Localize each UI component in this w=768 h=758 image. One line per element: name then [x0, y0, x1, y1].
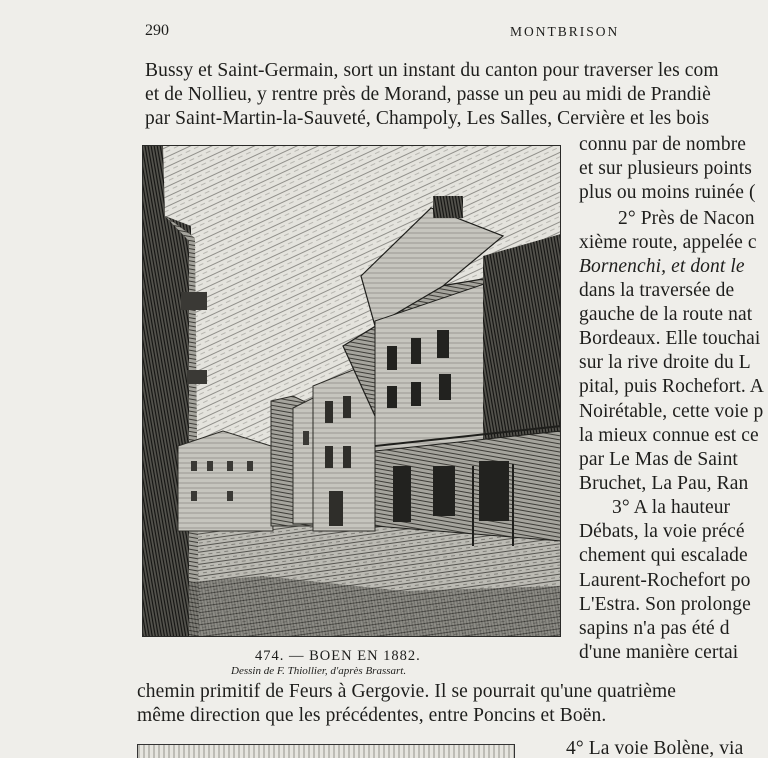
body-line: plus ou moins ruinée ( [579, 182, 756, 203]
body-line: connu par de nombre [579, 134, 747, 155]
figure-credit: Dessin de F. Thiollier, d'après Brassart. [231, 665, 407, 677]
body-line: Bornenchi, et dont le [579, 256, 745, 277]
body-line: Bruchet, La Pau, Ran [579, 473, 749, 494]
body-line: 3° A la hauteur [612, 497, 731, 518]
body-line: xième route, appelée c [579, 232, 757, 253]
body-line: Bordeaux. Elle touchai [579, 328, 761, 349]
body-line: sur la rive droite du L [579, 352, 751, 373]
body-line: même direction que les précédentes, entre Poncins et Boën. [137, 705, 607, 726]
body-line: chement qui escalade [579, 545, 748, 566]
body-line: et sur plusieurs points [579, 158, 752, 179]
engraving-illustration [142, 145, 561, 637]
body-line: Laurent-Rochefort po [579, 570, 751, 591]
page-number: 290 [145, 22, 169, 39]
body-line: pital, puis Rochefort. A [579, 376, 764, 397]
body-line: 2° Près de Nacon [618, 208, 755, 229]
body-line: L'Estra. Son prolonge [579, 594, 751, 615]
next-illustration-edge [137, 744, 515, 758]
body-line: 4° La voie Bolène, via [566, 738, 744, 758]
body-line: chemin primitif de Feurs à Gergovie. Il se pourrait qu'une quatrième [137, 681, 677, 702]
street-scene-drawing [143, 146, 560, 636]
body-line: par Le Mas de Saint [579, 449, 738, 470]
body-line: et de Nollieu, y rentre près de Morand, passe un peu au midi de Prandiè [145, 84, 711, 105]
body-line: Bussy et Saint-Germain, sort un instant du canton pour traverser les com [145, 60, 719, 81]
body-line: par Saint-Martin-la-Sauveté, Champoly, Les Salles, Cervière et les bois [145, 108, 710, 129]
body-line: Débats, la voie précé [579, 521, 745, 542]
body-line: la mieux connue est ce [579, 425, 759, 446]
running-title: MONTBRISON [510, 24, 620, 39]
body-line: gauche de la route nat [579, 304, 753, 325]
body-line: Noirétable, cette voie p [579, 401, 764, 422]
body-line: d'une manière certai [579, 642, 739, 663]
body-line: sapins n'a pas été d [579, 618, 730, 639]
body-line: dans la traversée de [579, 280, 735, 301]
figure-caption: 474. — BOEN EN 1882. [255, 648, 421, 664]
